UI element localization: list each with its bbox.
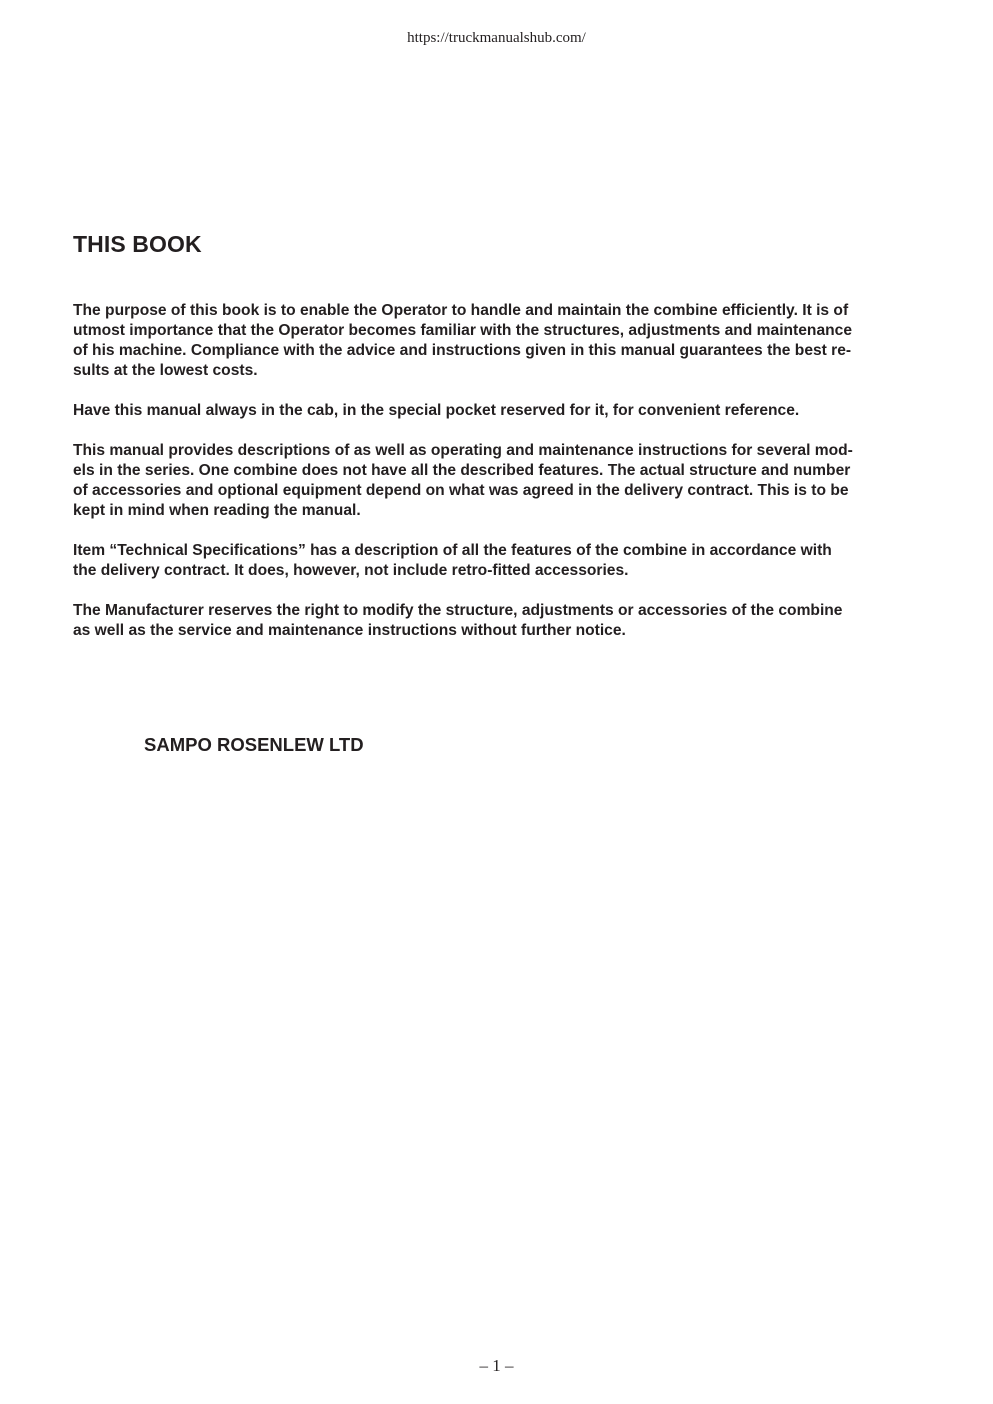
body-text xyxy=(73,301,913,661)
company-signature: SAMPO ROSENLEW LTD xyxy=(144,734,364,755)
paragraph-purpose: The purpose of this book is to enable the Operator to handle and maintain the combine efficiently. It is of utmost importance that the Operator becomes familiar with the structures, adjustments and maintenance of his machine. Compliance with the advice and instructions given in this manual guarantees the best re- sults at the lowest costs. xyxy=(73,302,852,379)
paragraph-models: This manual provides descriptions of as well as operating and maintenance instructions for several mod- els in the series. One combine does not have all the described features. The actual structure and number of accessories and optional equipment depend on what was agreed in the delivery contract. This is to be kept in mind when reading the manual. xyxy=(73,442,853,519)
page-title: THIS BOOK xyxy=(73,231,202,257)
paragraph-technical-specifications: Item “Technical Specifications” has a description of all the features of the combine in accordance with the delivery contract. It does, however, not include retro-fitted accessories. xyxy=(73,542,832,579)
paragraph-manufacturer-rights: The Manufacturer reserves the right to modify the structure, adjustments or accessories of the combine as well as the service and maintenance instructions without further notice. xyxy=(73,602,843,639)
page-number: – 1 – xyxy=(479,1356,514,1375)
source-url: https://truckmanualshub.com/ xyxy=(407,30,586,46)
paragraph-keep-in-cab: Have this manual always in the cab, in the special pocket reserved for it, for convenient reference. xyxy=(73,402,800,419)
